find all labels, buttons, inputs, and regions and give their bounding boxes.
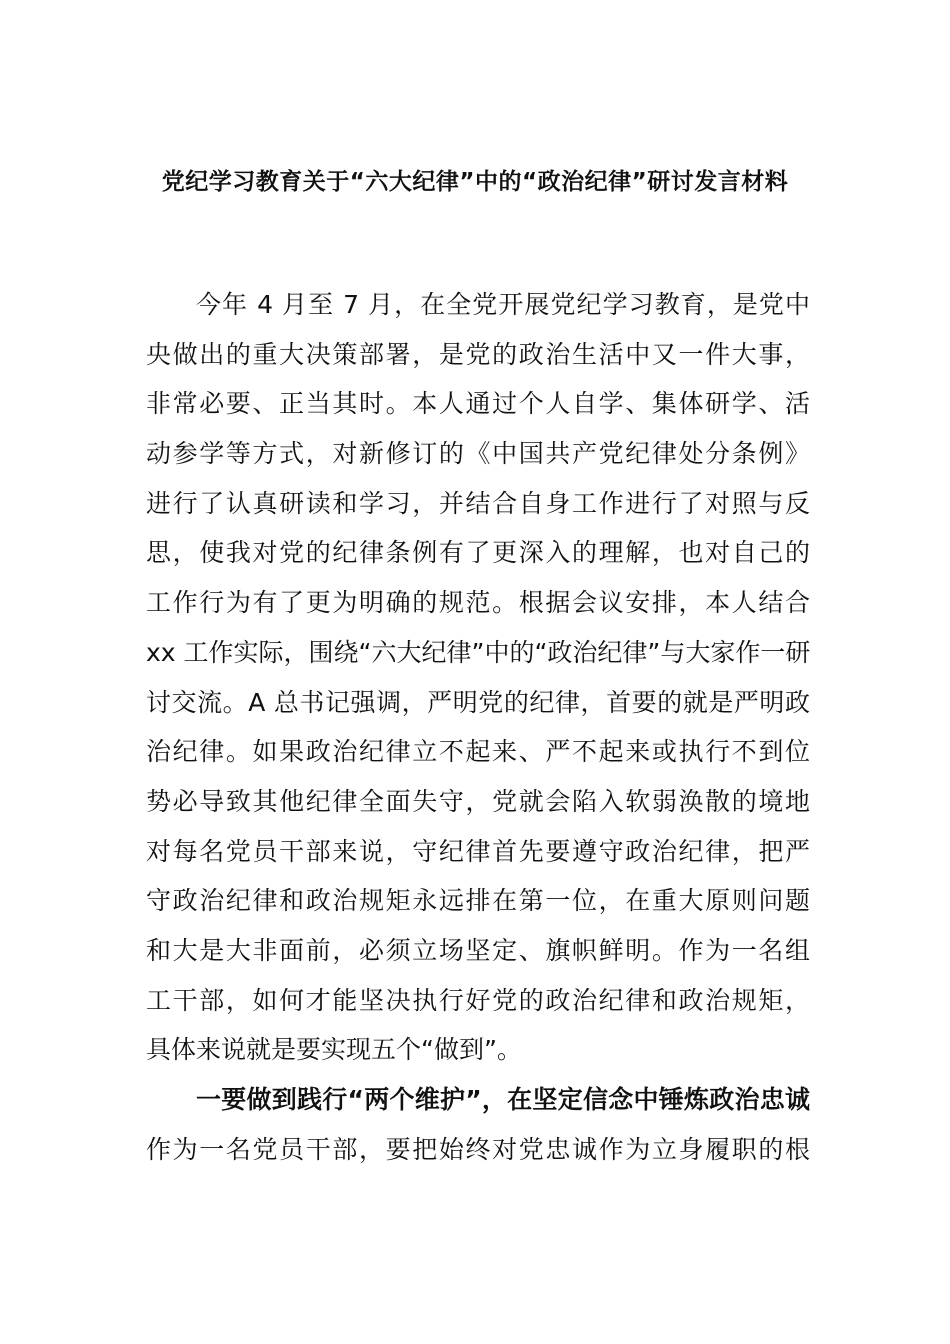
paragraph-line: 守政治纪律和政治规矩永远排在第一位，在重大原则问题	[146, 886, 810, 916]
paragraph-line: 讨交流。A 总书记强调，严明党的纪律，首要的就是严明政	[146, 687, 810, 717]
paragraph-line: 今年 4 月至 7 月，在全党开展党纪学习教育，是党中	[196, 290, 810, 319]
paragraph-line: 进行了认真研读和学习，并结合自身工作进行了对照与反	[146, 488, 810, 518]
paragraph-line: 非常必要、正当其时。本人通过个人自学、集体研学、活	[146, 389, 810, 419]
paragraph-line: 央做出的重大决策部署，是党的政治生活中又一件大事，	[146, 339, 810, 369]
paragraph-line: 对每名党员干部来说，守纪律首先要遵守政治纪律，把严	[146, 836, 810, 866]
document-title: 党纪学习教育关于“六大纪律”中的“政治纪律”研讨发言材料	[161, 169, 789, 195]
paragraph-line: 思，使我对党的纪律条例有了更深入的理解，也对自己的	[146, 538, 810, 568]
document-body	[146, 280, 810, 1174]
paragraph-line: 工干部，如何才能坚决执行好党的政治纪律和政治规矩，	[146, 985, 810, 1015]
paragraph-line: 和大是大非面前，必须立场坚定、旗帜鲜明。作为一名组	[146, 935, 810, 965]
paragraph-line: xx 工作实际，围绕“六大纪律”中的“政治纪律”与大家作一研	[146, 637, 811, 667]
section-heading-line: 一要做到践行“两个维护”，在坚定信念中锤炼政治忠诚	[196, 1085, 810, 1114]
paragraph-line: 动参学等方式，对新修订的《中国共产党纪律处分条例》	[146, 439, 810, 469]
paragraph-line: 具体来说就是要实现五个“做到”。	[146, 1035, 522, 1065]
paragraph-line: 作为一名党员干部，要把始终对党忠诚作为立身履职的根	[146, 1134, 810, 1164]
paragraph-line: 工作行为有了更为明确的规范。根据会议安排，本人结合	[146, 588, 810, 618]
paragraph-line: 治纪律。如果政治纪律立不起来、严不起来或执行不到位	[146, 737, 810, 767]
paragraph-line: 势必导致其他纪律全面失守，党就会陷入软弱涣散的境地	[146, 786, 810, 816]
